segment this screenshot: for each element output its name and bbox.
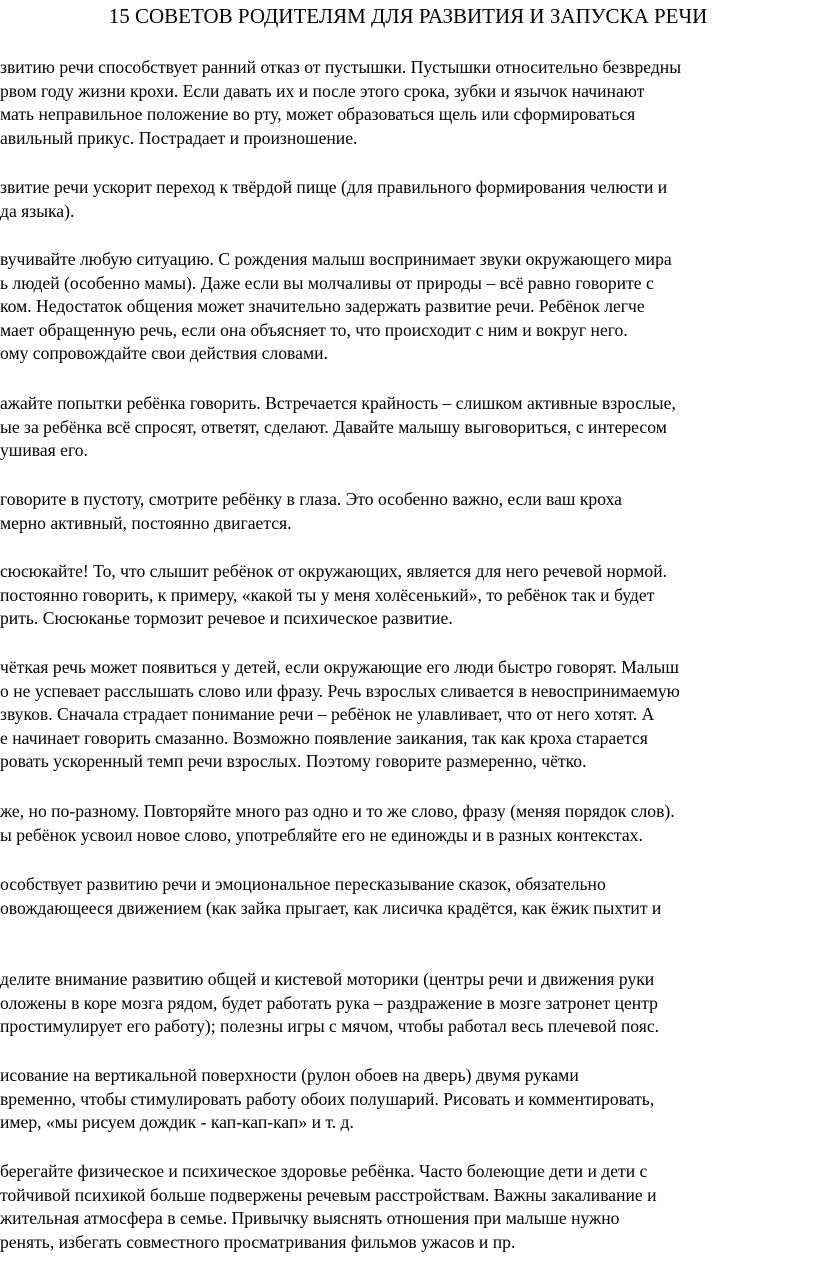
- paragraph-line: чёткая речь может появиться у детей, если окружающие его люди быстро говорят. Малыш: [0, 657, 679, 677]
- paragraph-line: звитию речи способствует ранний отказ от пустышки. Пустышки относительно безвредны: [0, 57, 682, 77]
- paragraph-1: [0, 56, 816, 150]
- document-title: 15 СОВЕТОВ РОДИТЕЛЯМ ДЛЯ РАЗВИТИЯ И ЗАПУСКА РЕЧИ: [108, 4, 708, 28]
- paragraph-9: [0, 873, 816, 920]
- paragraph-line: е начинает говорить смазанно. Возможно появление заикания, так как кроха старается: [0, 727, 648, 748]
- paragraph-line: о не успевает расслышать слово или фразу. Речь взрослых сливается в невоспринимаемую: [0, 680, 680, 701]
- paragraph-line: жительная атмосфера в семье. Привычку выяснять отношения при малыше нужно: [0, 1208, 620, 1228]
- paragraph-line: оложены в коре мозга рядом, будет работать рука – раздражение в мозге затронет центр: [0, 992, 658, 1013]
- paragraph-line: мать неправильное положение во рту, может образоваться щель или сформироваться: [0, 104, 636, 124]
- paragraph-line: берегайте физическое и психическое здоровье ребёнка. Часто болеющие дети и дети с: [0, 1161, 648, 1181]
- paragraph-line: вучивайте любую ситуацию. С рождения малыш воспринимает звуки окружающего мира: [0, 249, 672, 269]
- paragraph-6: [0, 560, 816, 631]
- paragraph-line: звитие речи ускорит переход к твёрдой пище (для правильного формирования челюсти и: [0, 177, 668, 197]
- paragraph-line: ровать ускоренный темп речи взрослых. Поэтому говорите размеренно, чётко.: [0, 751, 587, 771]
- paragraph-line: ые за ребёнка всё спросят, ответят, сделают. Давайте малышу выговориться, с интересом: [0, 416, 667, 437]
- paragraph-line: мает обращенную речь, если она объясняет то, что происходит с ним и вокруг него.: [0, 319, 628, 340]
- paragraph-line: ренять, избегать совместного просматривания фильмов ужасов и пр.: [0, 1231, 516, 1252]
- paragraph-line: звуков. Сначала страдает понимание речи – ребёнок не улавливает, что от него хотят. А: [0, 704, 655, 724]
- paragraph-line: да языка).: [0, 200, 75, 221]
- paragraph-7: [0, 656, 816, 774]
- paragraph-line: мерно активный, постоянно двигается.: [0, 512, 292, 533]
- paragraph-12: [0, 1160, 816, 1254]
- paragraph-line: говорите в пустоту, смотрите ребёнку в глаза. Это особенно важно, если ваш кроха: [0, 489, 622, 509]
- paragraph-line: ь людей (особенно мамы). Даже если вы молчаливы от природы – всё равно говорите с: [0, 272, 654, 293]
- paragraph-line: исование на вертикальной поверхности (рулон обоев на дверь) двумя руками: [0, 1065, 579, 1085]
- paragraph-line: постоянно говорить, к примеру, «какой ты у меня холёсенький», то ребёнок так и будет: [0, 584, 655, 605]
- paragraph-line: ком. Недостаток общения может значительно задержать развитие речи. Ребёнок легче: [0, 296, 645, 316]
- paragraph-line: тойчивой психикой больше подвержены речевым расстройствам. Важны закаливание и: [0, 1184, 657, 1205]
- paragraph-2: [0, 176, 816, 223]
- paragraph-line: сюсюкайте! То, что слышит ребёнок от окружающих, является для него речевой нормой.: [0, 561, 668, 581]
- paragraph-line: ы ребёнок усвоил новое слово, употребляйте его не единожды и в разных контекстах.: [0, 824, 643, 845]
- paragraph-line: особствует развитию речи и эмоциональное пересказывание сказок, обязательно: [0, 874, 606, 894]
- paragraph-10: [0, 968, 816, 1039]
- paragraph-line: временно, чтобы стимулировать работу обоих полушарий. Рисовать и комментировать,: [0, 1088, 655, 1109]
- paragraph-4: [0, 392, 816, 463]
- paragraph-line: же, но по-разному. Повторяйте много раз одно и то же слово, фразу (меняя порядок слов).: [0, 801, 675, 821]
- paragraph-line: делите внимание развитию общей и кистевой моторики (центры речи и движения руки: [0, 969, 655, 989]
- paragraph-line: рить. Сюсюканье тормозит речевое и психическое развитие.: [0, 608, 453, 628]
- paragraph-line: ушивая его.: [0, 440, 88, 460]
- paragraph-line: имер, «мы рисуем дождик - кап-кап-кап» и т. д.: [0, 1112, 354, 1132]
- paragraph-line: ажайте попытки ребёнка говорить. Встречается крайность – слишком активные взрослые,: [0, 393, 676, 413]
- paragraph-line: авильный прикус. Пострадает и произношение.: [0, 127, 358, 148]
- paragraph-line: рвом году жизни крохи. Если давать их и после этого срока, зубки и язычок начинают: [0, 80, 645, 101]
- paragraph-8: [0, 800, 816, 847]
- paragraph-line: ому сопровождайте свои действия словами.: [0, 343, 328, 363]
- paragraph-line: простимулирует его работу); полезны игры с мячом, чтобы работал весь плечевой пояс.: [0, 1016, 660, 1036]
- paragraph-line: овождающееся движением (как зайка прыгает, как лисичка крадётся, как ёжик пыхтит и: [0, 897, 662, 918]
- paragraph-11: [0, 1064, 816, 1135]
- paragraph-3: [0, 248, 816, 366]
- paragraph-5: [0, 488, 816, 535]
